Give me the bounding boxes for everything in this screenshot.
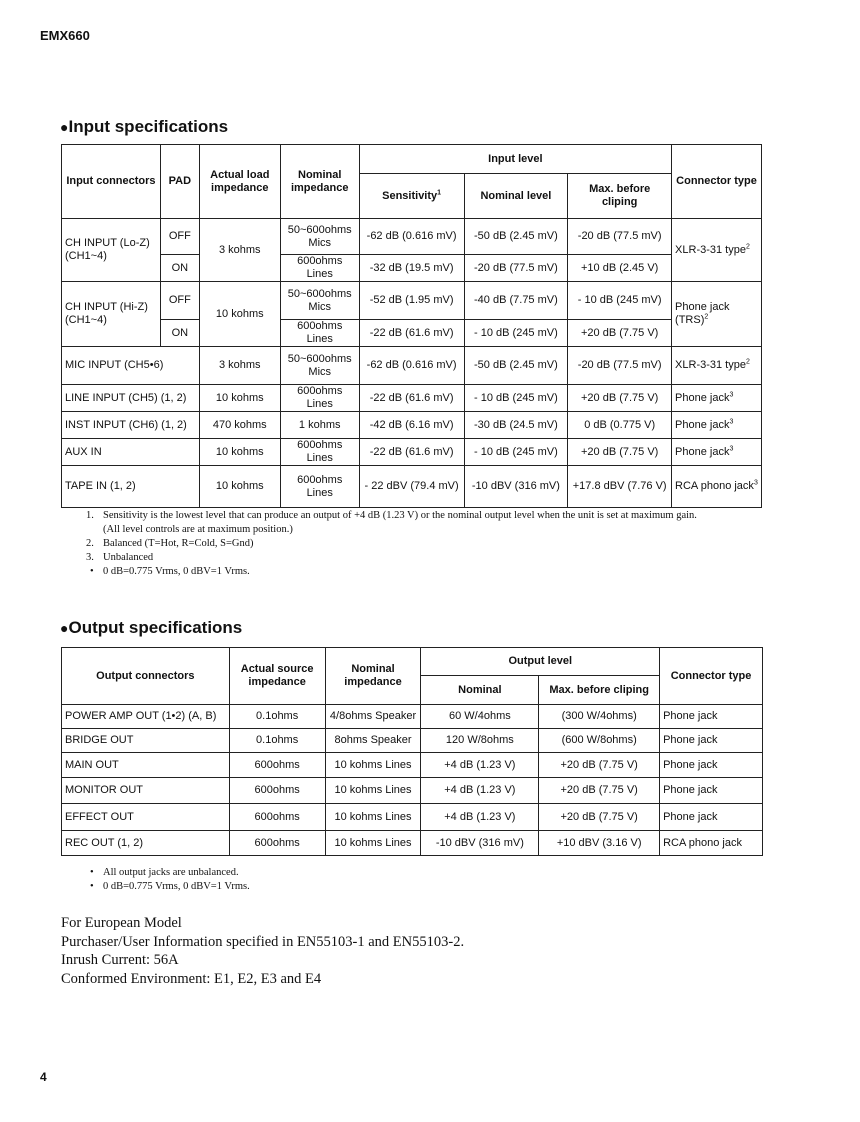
table-row <box>62 320 762 347</box>
header-actual-load-impedance: Actual load impedance <box>199 145 280 219</box>
max-level: +20 dB (7.75 V) <box>539 804 660 831</box>
table-row <box>62 804 763 831</box>
nominal-level: +4 dB (1.23 V) <box>421 778 539 804</box>
bullet-icon: ● <box>60 119 69 135</box>
header-actual-source-impedance: Actual source impedance <box>229 648 325 705</box>
connector-type: Phone jack <box>660 753 763 778</box>
header-pad: PAD <box>160 145 199 219</box>
european-model-info <box>61 914 464 988</box>
max-level: (300 W/4ohms) <box>539 705 660 729</box>
actual-impedance: 470 kohms <box>199 412 280 439</box>
connector-type: RCA phono jack$^3$ <box>672 466 762 508</box>
european-line-3: Inrush Current: 56A <box>61 952 179 968</box>
sensitivity: -32 dB (19.5 mV) <box>359 255 464 282</box>
nominal-level: - 10 dB (245 mV) <box>464 385 568 412</box>
row-name: CH INPUT (Lo-Z) (CH1~4) <box>62 219 161 282</box>
table-row <box>62 705 763 729</box>
actual-impedance: 600ohms <box>229 753 325 778</box>
nominal-impedance: 600ohms Lines <box>280 385 359 412</box>
header-nominal-impedance: Nominal impedance <box>325 648 421 705</box>
max-level: +17.8 dBV (7.76 V) <box>568 466 672 508</box>
nominal-impedance: 600ohms Lines <box>280 255 359 282</box>
connector-type: XLR-3-31 type$^2$ <box>672 219 762 282</box>
output-connector: REC OUT (1, 2) <box>62 831 230 856</box>
table-row <box>62 439 762 466</box>
nominal-level: -50 dB (2.45 mV) <box>464 347 568 385</box>
nominal-level: -40 dB (7.75 mV) <box>464 282 568 320</box>
connector-type: Phone jack$^3$ <box>672 412 762 439</box>
max-level: +20 dB (7.75 V) <box>539 753 660 778</box>
row-name: CH INPUT (Hi-Z) (CH1~4) <box>62 282 161 347</box>
european-line-1: For European Model <box>61 915 182 931</box>
note-3: 3. Unbalanced <box>86 552 154 563</box>
input-specifications-heading <box>60 117 228 137</box>
table-row <box>62 729 763 753</box>
max-level: (600 W/8ohms) <box>539 729 660 753</box>
connector-type: Phone jack <box>660 804 763 831</box>
output-table-body <box>62 705 763 856</box>
nominal-impedance: 50~600ohms Mics <box>280 347 359 385</box>
output-connector: POWER AMP OUT (1•2) (A, B) <box>62 705 230 729</box>
note-4: • 0 dB=0.775 Vrms, 0 dBV=1 Vrms. <box>90 566 250 577</box>
european-line-4: Conformed Environment: E1, E2, E3 and E4 <box>61 970 322 987</box>
nominal-impedance: 1 kohms <box>280 412 359 439</box>
table-row <box>62 385 762 412</box>
nominal-level: -10 dBV (316 mV) <box>421 831 539 856</box>
sensitivity: -22 dB (61.6 mV) <box>359 385 464 412</box>
nominal-impedance: 50~600ohms Mics <box>280 282 359 320</box>
row-name: LINE INPUT (CH5) (1, 2) <box>62 385 200 412</box>
nominal-impedance: 10 kohms Lines <box>325 778 421 804</box>
nominal-impedance: 600ohms Lines <box>280 320 359 347</box>
max-level: -20 dB (77.5 mV) <box>568 219 672 255</box>
input-notes <box>86 509 697 579</box>
header-connector-type: Connector type <box>660 648 763 705</box>
table-row <box>62 466 762 508</box>
nominal-level: -20 dB (77.5 mV) <box>464 255 568 282</box>
max-level: - 10 dB (245 mV) <box>568 282 672 320</box>
header-input-level: Input level <box>359 145 671 174</box>
nominal-level: +4 dB (1.23 V) <box>421 804 539 831</box>
sensitivity: -22 dB (61.6 mV) <box>359 320 464 347</box>
sensitivity: -22 dB (61.6 mV) <box>359 439 464 466</box>
nominal-level: 120 W/8ohms <box>421 729 539 753</box>
input-specifications-table <box>61 144 762 508</box>
sensitivity: -62 dB (0.616 mV) <box>359 347 464 385</box>
sensitivity: -42 dB (6.16 mV) <box>359 412 464 439</box>
note-1-continued: (All level controls are at maximum position.) <box>103 524 293 535</box>
output-title: Output specifications <box>68 618 243 637</box>
sensitivity: -52 dB (1.95 mV) <box>359 282 464 320</box>
nominal-impedance: 10 kohms Lines <box>325 831 421 856</box>
actual-impedance: 0.1ohms <box>229 705 325 729</box>
connector-type: Phone jack$^3$ <box>672 439 762 466</box>
table-row <box>62 255 762 282</box>
output-note-2: • 0 dB=0.775 Vrms, 0 dBV=1 Vrms. <box>90 881 250 892</box>
output-connector: MONITOR OUT <box>62 778 230 804</box>
actual-impedance: 10 kohms <box>199 282 280 347</box>
actual-impedance: 0.1ohms <box>229 729 325 753</box>
output-note-1: • All output jacks are unbalanced. <box>90 867 239 878</box>
note-1: 1. Sensitivity is the lowest level that can produce an output of +4 dB (1.23 V) or the nominal output level when the unit is set at maximum gain. <box>86 510 697 521</box>
row-name: AUX IN <box>62 439 200 466</box>
table-row <box>62 219 762 255</box>
pad-value: OFF <box>160 219 199 255</box>
row-name: TAPE IN (1, 2) <box>62 466 200 508</box>
actual-impedance: 10 kohms <box>199 385 280 412</box>
european-line-2: Purchaser/User Information specified in EN55103-1 and EN55103-2. <box>61 933 465 950</box>
connector-type: Phone jack$^3$ <box>672 385 762 412</box>
pad-value: ON <box>160 320 199 347</box>
nominal-impedance: 10 kohms Lines <box>325 753 421 778</box>
connector-type: Phone jack <box>660 705 763 729</box>
max-level: +10 dB (2.45 V) <box>568 255 672 282</box>
output-connector: EFFECT OUT <box>62 804 230 831</box>
output-specifications-table <box>61 647 763 856</box>
nominal-level: +4 dB (1.23 V) <box>421 753 539 778</box>
output-connector: BRIDGE OUT <box>62 729 230 753</box>
output-connector: MAIN OUT <box>62 753 230 778</box>
header-max-before-cliping: Max. before cliping <box>568 174 672 219</box>
nominal-level: 60 W/4ohms <box>421 705 539 729</box>
header-connector-type: Connector type <box>672 145 762 219</box>
page-number: 4 <box>40 1070 47 1084</box>
max-level: +20 dB (7.75 V) <box>539 778 660 804</box>
model-name: EMX660 <box>40 28 90 43</box>
nominal-level: -50 dB (2.45 mV) <box>464 219 568 255</box>
actual-impedance: 3 kohms <box>199 219 280 282</box>
table-row <box>62 347 762 385</box>
max-level: +20 dB (7.75 V) <box>568 439 672 466</box>
pad-value: ON <box>160 255 199 282</box>
pad-value: OFF <box>160 282 199 320</box>
connector-type: XLR-3-31 type$^2$ <box>672 347 762 385</box>
nominal-level: - 10 dB (245 mV) <box>464 439 568 466</box>
nominal-impedance: 600ohms Lines <box>280 439 359 466</box>
header-max-before-cliping: Max. before cliping <box>539 676 660 705</box>
connector-type: Phone jack <box>660 778 763 804</box>
connector-type: Phone jack (TRS)$^2$ <box>672 282 762 347</box>
nominal-level: -30 dB (24.5 mV) <box>464 412 568 439</box>
connector-type: RCA phono jack <box>660 831 763 856</box>
table-row <box>62 778 763 804</box>
header-nominal-level: Nominal level <box>464 174 568 219</box>
actual-impedance: 600ohms <box>229 778 325 804</box>
max-level: +20 dB (7.75 V) <box>568 320 672 347</box>
header-output-connectors: Output connectors <box>62 648 230 705</box>
max-level: +20 dB (7.75 V) <box>568 385 672 412</box>
nominal-level: -10 dBV (316 mV) <box>464 466 568 508</box>
actual-impedance: 10 kohms <box>199 439 280 466</box>
header-nominal-impedance: Nominal impedance <box>280 145 359 219</box>
nominal-impedance: 50~600ohms Mics <box>280 219 359 255</box>
note-2: 2. Balanced (T=Hot, R=Cold, S=Gnd) <box>86 538 254 549</box>
header-output-level: Output level <box>421 648 660 676</box>
nominal-level: - 10 dB (245 mV) <box>464 320 568 347</box>
actual-impedance: 600ohms <box>229 831 325 856</box>
table-row <box>62 753 763 778</box>
sensitivity: -62 dB (0.616 mV) <box>359 219 464 255</box>
nominal-impedance: 600ohms Lines <box>280 466 359 508</box>
nominal-impedance: 4/8ohms Speaker <box>325 705 421 729</box>
header-input-connectors: Input connectors <box>62 145 161 219</box>
output-specifications-heading <box>60 618 242 638</box>
max-level: -20 dB (77.5 mV) <box>568 347 672 385</box>
actual-impedance: 3 kohms <box>199 347 280 385</box>
header-sensitivity: Sensitivity$^1$ <box>359 174 464 219</box>
input-title: Input specifications <box>68 117 229 136</box>
actual-impedance: 600ohms <box>229 804 325 831</box>
max-level: +10 dBV (3.16 V) <box>539 831 660 856</box>
connector-type: Phone jack <box>660 729 763 753</box>
max-level: 0 dB (0.775 V) <box>568 412 672 439</box>
actual-impedance: 10 kohms <box>199 466 280 508</box>
output-notes <box>86 866 250 894</box>
table-row <box>62 831 763 856</box>
sensitivity: - 22 dBV (79.4 mV) <box>359 466 464 508</box>
nominal-impedance: 8ohms Speaker <box>325 729 421 753</box>
header-nominal: Nominal <box>421 676 539 705</box>
nominal-impedance: 10 kohms Lines <box>325 804 421 831</box>
table-row <box>62 282 762 320</box>
row-name: MIC INPUT (CH5•6) <box>62 347 200 385</box>
row-name: INST INPUT (CH6) (1, 2) <box>62 412 200 439</box>
bullet-icon: ● <box>60 620 69 636</box>
table-row <box>62 412 762 439</box>
